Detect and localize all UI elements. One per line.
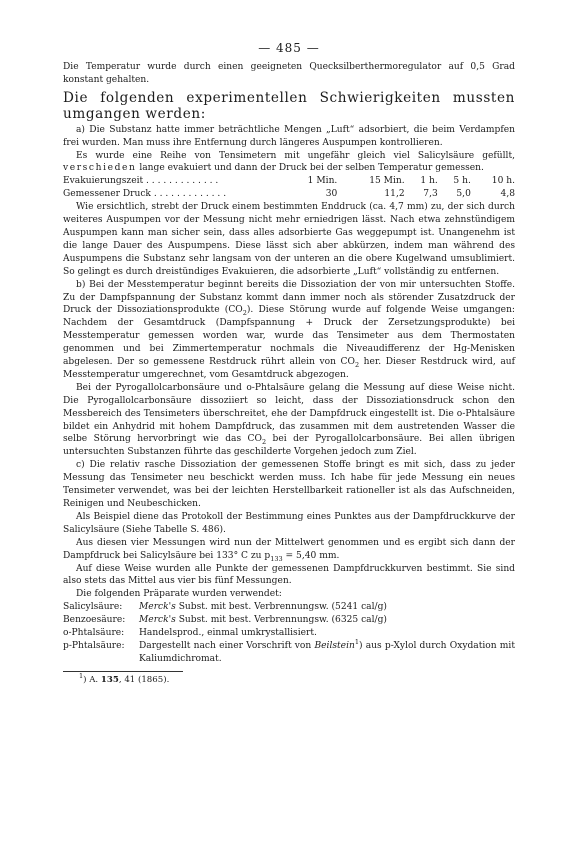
author-name: Merck's [139,602,176,613]
table-cell: 5 h. [453,176,471,187]
table-cell: 15 Min. [369,176,405,187]
paragraph-c2: Als Beispiel diene das Protokoll der Bestimmung eines Punktes aus der Dampfdruckkurve der Salicylsäure (Siehe Tabelle S. 486). [63,511,515,535]
table-row [63,188,515,201]
table-cell: 5,0 [456,189,471,200]
paragraph-a3: Wie ersichtlich, strebt der Druck einem bestimmten Enddruck (ca. 4,7 mm) zu, der sich durch weiteres Auspumpen vor der Messung nicht mehr erniedrigen lässt. Nach etwa zehnstündigem Auspumpen kann man sicher sein, dass alles adsorbierte Gas weggepumpt ist. Unangenehm ist die lange Dauer des Auspumpens. Diese lässt sich aber abkürzen, indem man während des Auspumpens die Substanz sehr langsam von der unteren an die obere Kugelwand umsublimiert. So gelingt es durch dreistündiges Evakuieren, die adsorbierte „Luft“ vollständig zu entfernen. [63,202,515,277]
table-cell: 1 h. [420,176,438,187]
evacuation-table [63,175,515,201]
text-run: b) Bei der Messtemperatur beginnt bereits die Dissoziation der von mir untersuchten Stoffe. Zu der Dampfspannung der Substanz kommt dann immer noch als störender Zusatzdruck der Druck der Dissoziationsprodukte (CO [63,279,515,316]
paragraph-a1: a) Die Substanz hatte immer beträchtliche Mengen „Luft“ adsorbiert, die beim Verdampfen frei wurden. Man muss ihre Entfernung durch längeres Auspumpen kontrollieren. [63,124,515,148]
emphasis-spaced: verschieden [63,163,137,174]
table-cell: 7,3 [423,189,438,200]
volume-number: 135 [100,674,119,685]
text-run: Es wurde eine Reihe von Tensimetern mit ungefähr gleich viel Salicylsäure gefüllt, [76,150,515,161]
text-run: Aus diesen vier Messungen wird nun der Mittelwert genommen und es ergibt sich dann der Dampfdruck bei Salicylsäure bei 133° C zu p [63,537,515,561]
text-run: Handelsprod., einmal umkrystallisiert. [139,628,317,639]
text-run: Dargestellt nach einer Vorschrift von [139,640,315,651]
prep-name: Salicylsäure: [63,602,123,613]
text-run: Subst. mit best. Verbrennungsw. (6325 cal/g) [175,615,387,626]
author-name: Beilstein [314,640,355,651]
document-page [63,42,515,687]
paragraph-c5: Die folgenden Präparate wurden verwendet: [76,589,282,600]
subscript: 133 [270,554,283,563]
footnote [63,671,515,687]
text-run: = 5,40 mm. [282,550,340,561]
table-cell: 11,2 [384,189,405,200]
prep-description [139,637,515,666]
paragraph-c4: Auf diese Weise wurden alle Punkte der gemessenen Dampfdruckkurven bestimmt. Sie sind also stets das Mittel aus vier bis fünf Messungen. [63,563,515,587]
text-run: lange evakuiert und dann der Druck bei der selben Temperatur gemessen. [139,163,484,174]
text-run: ) aus p-Xylol durch Oxydation mit Kaliumdichromat. [139,640,515,664]
author-name: Merck's [139,615,176,626]
text-run: , 41 (1865). [118,674,170,685]
preparations-list [63,601,515,666]
subscript: 2 [242,309,247,318]
paragraph-b2 [63,382,515,459]
footnote-ref: 1 [354,637,359,646]
row-label: Evakuierungszeit . . . . . . . . . . . . . [63,176,219,187]
footnote-mark: 1 [79,671,84,680]
prep-description [139,601,515,614]
page-number: — 485 — [258,41,320,55]
text-run: Bei der Pyrogallolcarbonsäure und o-Phtalsäure gelang die Messung auf diese Weise nicht. Die Pyrogallolcarbonsäure dissoziiert so leicht, dass der Dissoziationsdruck schon den Messbereich des Tensimeters überschreitet, ehe der Dampfdruck eingestellt ist. Die o-Phtalsäure bildet ein Anhydrid mit hohem Dampfdruck, das zusammen mit dem austretenden Wasser die selbe Störung hervorbringt wie das CO [63,382,515,445]
table-cell: 30 [325,189,338,200]
intro-paragraph: Die Temperatur wurde durch einen geeigneten Quecksilberthermoregulator auf 0,5 Grad konstant gehalten. [63,61,515,85]
prep-description [139,627,515,640]
table-cell: 10 h. [491,176,515,187]
subscript: 2 [261,438,267,447]
table-cell: 1 Min. [307,176,338,187]
subscript: 2 [354,360,360,369]
prep-name: p-Phtalsäure: [63,640,125,651]
text-run: ) A. [83,674,101,685]
section-heading: Die folgenden experimentellen Schwierigkeiten mussten umgangen werden: [63,89,515,122]
prep-description [139,614,515,627]
table-cell: 4,8 [500,189,515,200]
paragraph-b1 [63,279,515,382]
text-run: bei der Pyrogallolcarbonsäure. Bei allen übrigen untersuchten Substanzen führte das geschilderte Vorgehen jedoch zum Ziel. [63,434,515,458]
text-run: Subst. mit best. Verbrennungsw. (5241 cal/g) [175,602,387,613]
paragraph-c1: c) Die relativ rasche Dissoziation der gemessenen Stoffe bringt es mit sich, dass zu jeder Messung das Tensimeter neu beschickt werden muss. Ich habe für jede Messung ein neues Tensimeter verwendet, was bei der leichten Herstellbarkeit rationeller ist als das Aufschneiden, Reinigen und Neubeschicken. [63,460,515,509]
prep-name: Benzoesäure: [63,615,126,626]
text-run: ). Diese Störung wurde auf folgende Weise umgangen: Nachdem der Gesamtdruck (Dampfspannung + Druck der Zersetzungsprodukte) bei Messtemperatur gemessen worden war, wurde das Tensimeter aus dem Thermostaten genommen und bei Zimmertemperatur nochmals die Niveaudifferenz der Hg-Menisken abgelesen. Der so gemessene Restdruck rührt allein von CO [63,305,515,368]
paragraph-a2 [63,150,515,176]
row-label: Gemessener Druck . . . . . . . . . . . . . [63,189,227,200]
paragraph-c3 [63,537,515,563]
text-run: her. Dieser Restdruck wird, auf Messtemperatur umgerechnet, vom Gesamtdruck abgezogen. [63,357,515,380]
prep-name: o-Phtalsäure: [63,628,125,639]
table-row [63,175,515,188]
